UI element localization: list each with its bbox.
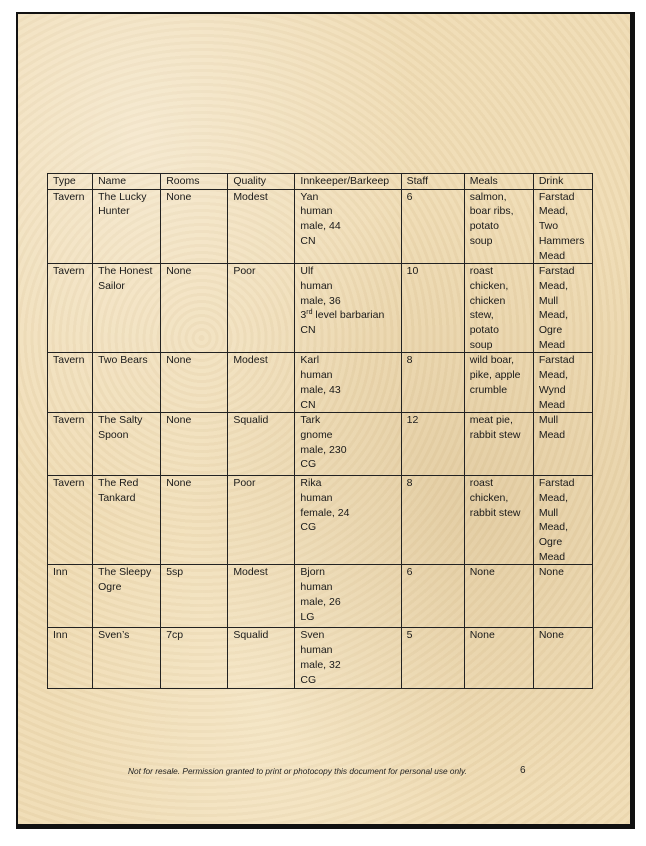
cell-line: Farstad <box>538 265 575 278</box>
cell-type: Inn <box>48 628 93 689</box>
column-header: Innkeeper/Barkeep <box>295 174 401 190</box>
cell-line: wild boar, <box>469 354 515 367</box>
cell-line: 3rd level barbarian <box>300 309 385 322</box>
cell-staff: 6 <box>401 565 464 628</box>
cell-line: None <box>538 566 564 579</box>
cell-type: Tavern <box>48 353 93 413</box>
cell-meals <box>464 413 533 476</box>
cell-line: Ogre <box>538 536 563 549</box>
table-row <box>48 476 593 565</box>
cell-name: The Sleepy Ogre <box>93 565 161 628</box>
cell-line: Karl <box>300 354 320 367</box>
cell-drink <box>533 353 592 413</box>
cell-line: Mead, <box>538 369 569 382</box>
table-header-row <box>48 174 593 190</box>
cell-line: roast <box>469 265 494 278</box>
cell-line: Mead, <box>538 279 569 292</box>
cell-keeper <box>295 628 401 689</box>
cell-quality: Squalid <box>228 413 295 476</box>
cell-line: Ulf <box>300 265 314 278</box>
cell-quality: Poor <box>228 264 295 353</box>
cell-keeper <box>295 264 401 353</box>
cell-keeper <box>295 565 401 628</box>
cell-line: soup <box>469 234 493 247</box>
cell-line: Two <box>538 220 559 233</box>
cell-rooms: 7cp <box>161 628 228 689</box>
cell-line: meat pie, <box>469 414 513 427</box>
cell-meals <box>464 264 533 353</box>
cell-line: male, 32 <box>300 658 341 671</box>
cell-type: Tavern <box>48 189 93 264</box>
cell-keeper <box>295 353 401 413</box>
cell-line: rabbit stew <box>469 506 521 519</box>
cell-rooms: None <box>161 264 228 353</box>
cell-quality: Squalid <box>228 628 295 689</box>
cell-line: crumble <box>469 383 508 396</box>
cell-line: CG <box>300 521 317 534</box>
cell-meals <box>464 565 533 628</box>
table-row <box>48 189 593 264</box>
cell-line: CN <box>300 398 316 411</box>
cell-quality: Modest <box>228 189 295 264</box>
cell-staff: 6 <box>401 189 464 264</box>
cell-line: CG <box>300 458 317 471</box>
cell-rooms: None <box>161 353 228 413</box>
cell-line: Mead <box>538 428 566 441</box>
cell-line: boar ribs, <box>469 205 514 218</box>
cell-drink <box>533 628 592 689</box>
cell-line: CN <box>300 324 316 337</box>
cell-line: Hammers <box>538 234 585 247</box>
cell-line: human <box>300 279 333 292</box>
cell-line: male, 44 <box>300 220 341 233</box>
cell-meals <box>464 628 533 689</box>
cell-keeper <box>295 413 401 476</box>
cell-line: Mull <box>538 294 559 307</box>
cell-line: Tark <box>300 414 321 427</box>
cell-line: Farstad <box>538 190 575 203</box>
cell-name: The Honest Sailor <box>93 264 161 353</box>
cell-line: Mead, <box>538 205 569 218</box>
cell-line: Mead, <box>538 521 569 534</box>
page-number: 6 <box>520 765 526 776</box>
document-page <box>16 12 635 829</box>
cell-line: Rika <box>300 477 322 490</box>
cell-staff: 5 <box>401 628 464 689</box>
cell-line: potato <box>469 220 499 233</box>
cell-line: Ogre <box>538 324 563 337</box>
cell-line: potato <box>469 324 499 337</box>
cell-line: human <box>300 205 333 218</box>
cell-name: The Lucky Hunter <box>93 189 161 264</box>
cell-quality: Modest <box>228 353 295 413</box>
cell-line: Mead <box>538 550 566 563</box>
table-row <box>48 264 593 353</box>
cell-line: Mead, <box>538 309 569 322</box>
taverns-table <box>47 173 593 689</box>
cell-line: male, 26 <box>300 595 341 608</box>
cell-keeper <box>295 189 401 264</box>
cell-line: human <box>300 491 333 504</box>
cell-quality: Modest <box>228 565 295 628</box>
cell-name: Two Bears <box>93 353 161 413</box>
cell-meals <box>464 189 533 264</box>
cell-line: Mull <box>538 414 559 427</box>
cell-rooms: 5sp <box>161 565 228 628</box>
footer-notice: Not for resale. Permission granted to print or photocopy this document for personal use only. <box>128 766 467 776</box>
cell-line: salmon, <box>469 190 507 203</box>
cell-line: Mead <box>538 398 566 411</box>
cell-name: The Red Tankard <box>93 476 161 565</box>
cell-line: human <box>300 369 333 382</box>
column-header: Quality <box>228 174 295 190</box>
cell-line: pike, apple <box>469 369 521 382</box>
cell-line: gnome <box>300 428 333 441</box>
cell-type: Tavern <box>48 476 93 565</box>
cell-drink <box>533 264 592 353</box>
cell-line: male, 36 <box>300 294 341 307</box>
cell-line: male, 43 <box>300 383 341 396</box>
cell-name: The Salty Spoon <box>93 413 161 476</box>
cell-line: human <box>300 644 333 657</box>
cell-line: Mead <box>538 249 566 262</box>
column-header: Type <box>48 174 93 190</box>
cell-name: Sven’s <box>93 628 161 689</box>
cell-line: CG <box>300 673 317 686</box>
column-header: Name <box>93 174 161 190</box>
cell-type: Tavern <box>48 413 93 476</box>
cell-type: Inn <box>48 565 93 628</box>
cell-type: Tavern <box>48 264 93 353</box>
table-row <box>48 353 593 413</box>
table-row <box>48 628 593 689</box>
cell-line: Sven <box>300 629 325 642</box>
cell-staff: 8 <box>401 353 464 413</box>
cell-line: rabbit stew <box>469 428 521 441</box>
cell-line: stew, <box>469 309 494 322</box>
cell-line: None <box>469 566 495 579</box>
cell-line: chicken <box>469 294 506 307</box>
cell-line: Mead <box>538 338 566 351</box>
cell-staff: 10 <box>401 264 464 353</box>
cell-line: Farstad <box>538 354 575 367</box>
cell-line: LG <box>300 610 315 623</box>
cell-staff: 8 <box>401 476 464 565</box>
cell-line: female, 24 <box>300 506 350 519</box>
cell-staff: 12 <box>401 413 464 476</box>
cell-line: male, 230 <box>300 443 347 456</box>
cell-line: Wynd <box>538 383 566 396</box>
cell-line: CN <box>300 234 316 247</box>
column-header: Staff <box>401 174 464 190</box>
cell-rooms: None <box>161 413 228 476</box>
cell-keeper <box>295 476 401 565</box>
cell-line: chicken, <box>469 491 509 504</box>
cell-line: roast <box>469 477 494 490</box>
cell-rooms: None <box>161 476 228 565</box>
table-row <box>48 413 593 476</box>
cell-drink <box>533 565 592 628</box>
column-header: Meals <box>464 174 533 190</box>
cell-drink <box>533 413 592 476</box>
table-body <box>48 189 593 689</box>
column-header: Rooms <box>161 174 228 190</box>
cell-line: chicken, <box>469 279 509 292</box>
cell-meals <box>464 353 533 413</box>
cell-line: Mead, <box>538 491 569 504</box>
cell-rooms: None <box>161 189 228 264</box>
cell-line: Farstad <box>538 477 575 490</box>
cell-line: None <box>538 629 564 642</box>
cell-drink <box>533 189 592 264</box>
column-header: Drink <box>533 174 592 190</box>
cell-line: soup <box>469 338 493 351</box>
cell-line: None <box>469 629 495 642</box>
table-row <box>48 565 593 628</box>
cell-line: Mull <box>538 506 559 519</box>
cell-quality: Poor <box>228 476 295 565</box>
cell-drink <box>533 476 592 565</box>
cell-line: Bjorn <box>300 566 325 579</box>
cell-line: Yan <box>300 190 319 203</box>
cell-meals <box>464 476 533 565</box>
cell-line: human <box>300 581 333 594</box>
